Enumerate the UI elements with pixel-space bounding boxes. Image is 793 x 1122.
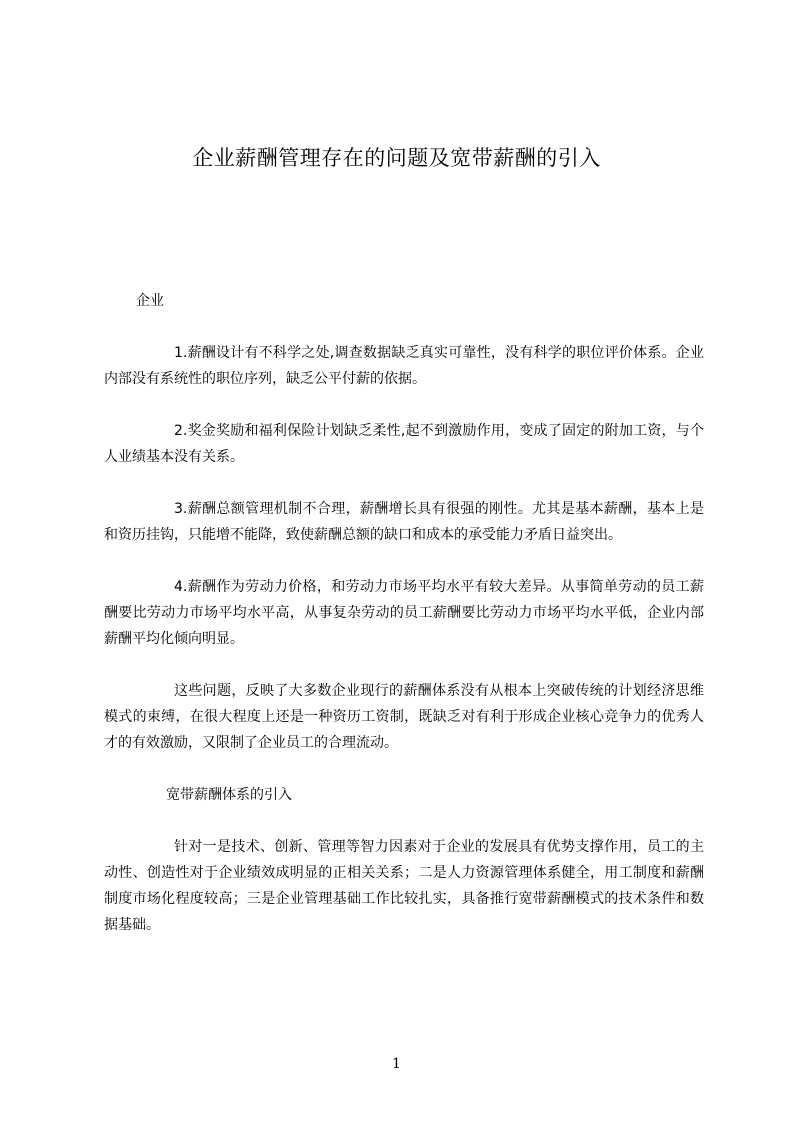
section-heading-enterprise: 企业: [136, 293, 164, 309]
paragraph-broadband-conditions: 针对一是技术、创新、管理等智力因素对于企业的发展具有优势支撑作用，员工的主动性、创造性对于企业绩效成明显的正相关关系；二是人力资源管理体系健全，用工制度和薪酬制度市场化程度较高；三是企业管理基础工作比较扎实，具备推行宽带薪酬模式的技术条件和数据基础。: [104, 839, 704, 933]
paragraph-issue-1: 1.薪酬设计有不科学之处,调查数据缺乏真实可靠性，没有科学的职位评价体系。企业内部没有系统性的职位序列，缺乏公平付薪的依据。: [104, 345, 704, 387]
paragraph-issue-4: 4.薪酬作为劳动力价格，和劳动力市场平均水平有较大差异。从事简单劳动的员工薪酬要比劳动力市场平均水平高，从事复杂劳动的员工薪酬要比劳动力市场平均水平低，企业内部薪酬平均化倾向明显。: [104, 579, 704, 647]
section-heading-broadband: 宽带薪酬体系的引入: [166, 787, 292, 803]
page-number: 1: [392, 1056, 401, 1072]
document-title: 企业薪酬管理存在的问题及宽带薪酬的引入: [192, 146, 601, 170]
paragraph-summary: 这些问题，反映了大多数企业现行的薪酬体系没有从根本上突破传统的计划经济思维模式的束缚，在很大程度上还是一种资历工资制，既缺乏对有利于形成企业核心竞争力的优秀人才的有效激励，又限制了企业员工的合理流动。: [104, 683, 704, 751]
document-body: [104, 288, 704, 964]
paragraph-issue-2: 2.奖金奖励和福利保险计划缺乏柔性,起不到激励作用，变成了固定的附加工资，与个人业绩基本没有关系。: [104, 423, 704, 465]
paragraph-issue-3: 3.薪酬总额管理机制不合理，薪酬增长具有很强的刚性。尤其是基本薪酬，基本上是和资历挂钩，只能增不能降，致使薪酬总额的缺口和成本的承受能力矛盾日益突出。: [104, 501, 704, 543]
